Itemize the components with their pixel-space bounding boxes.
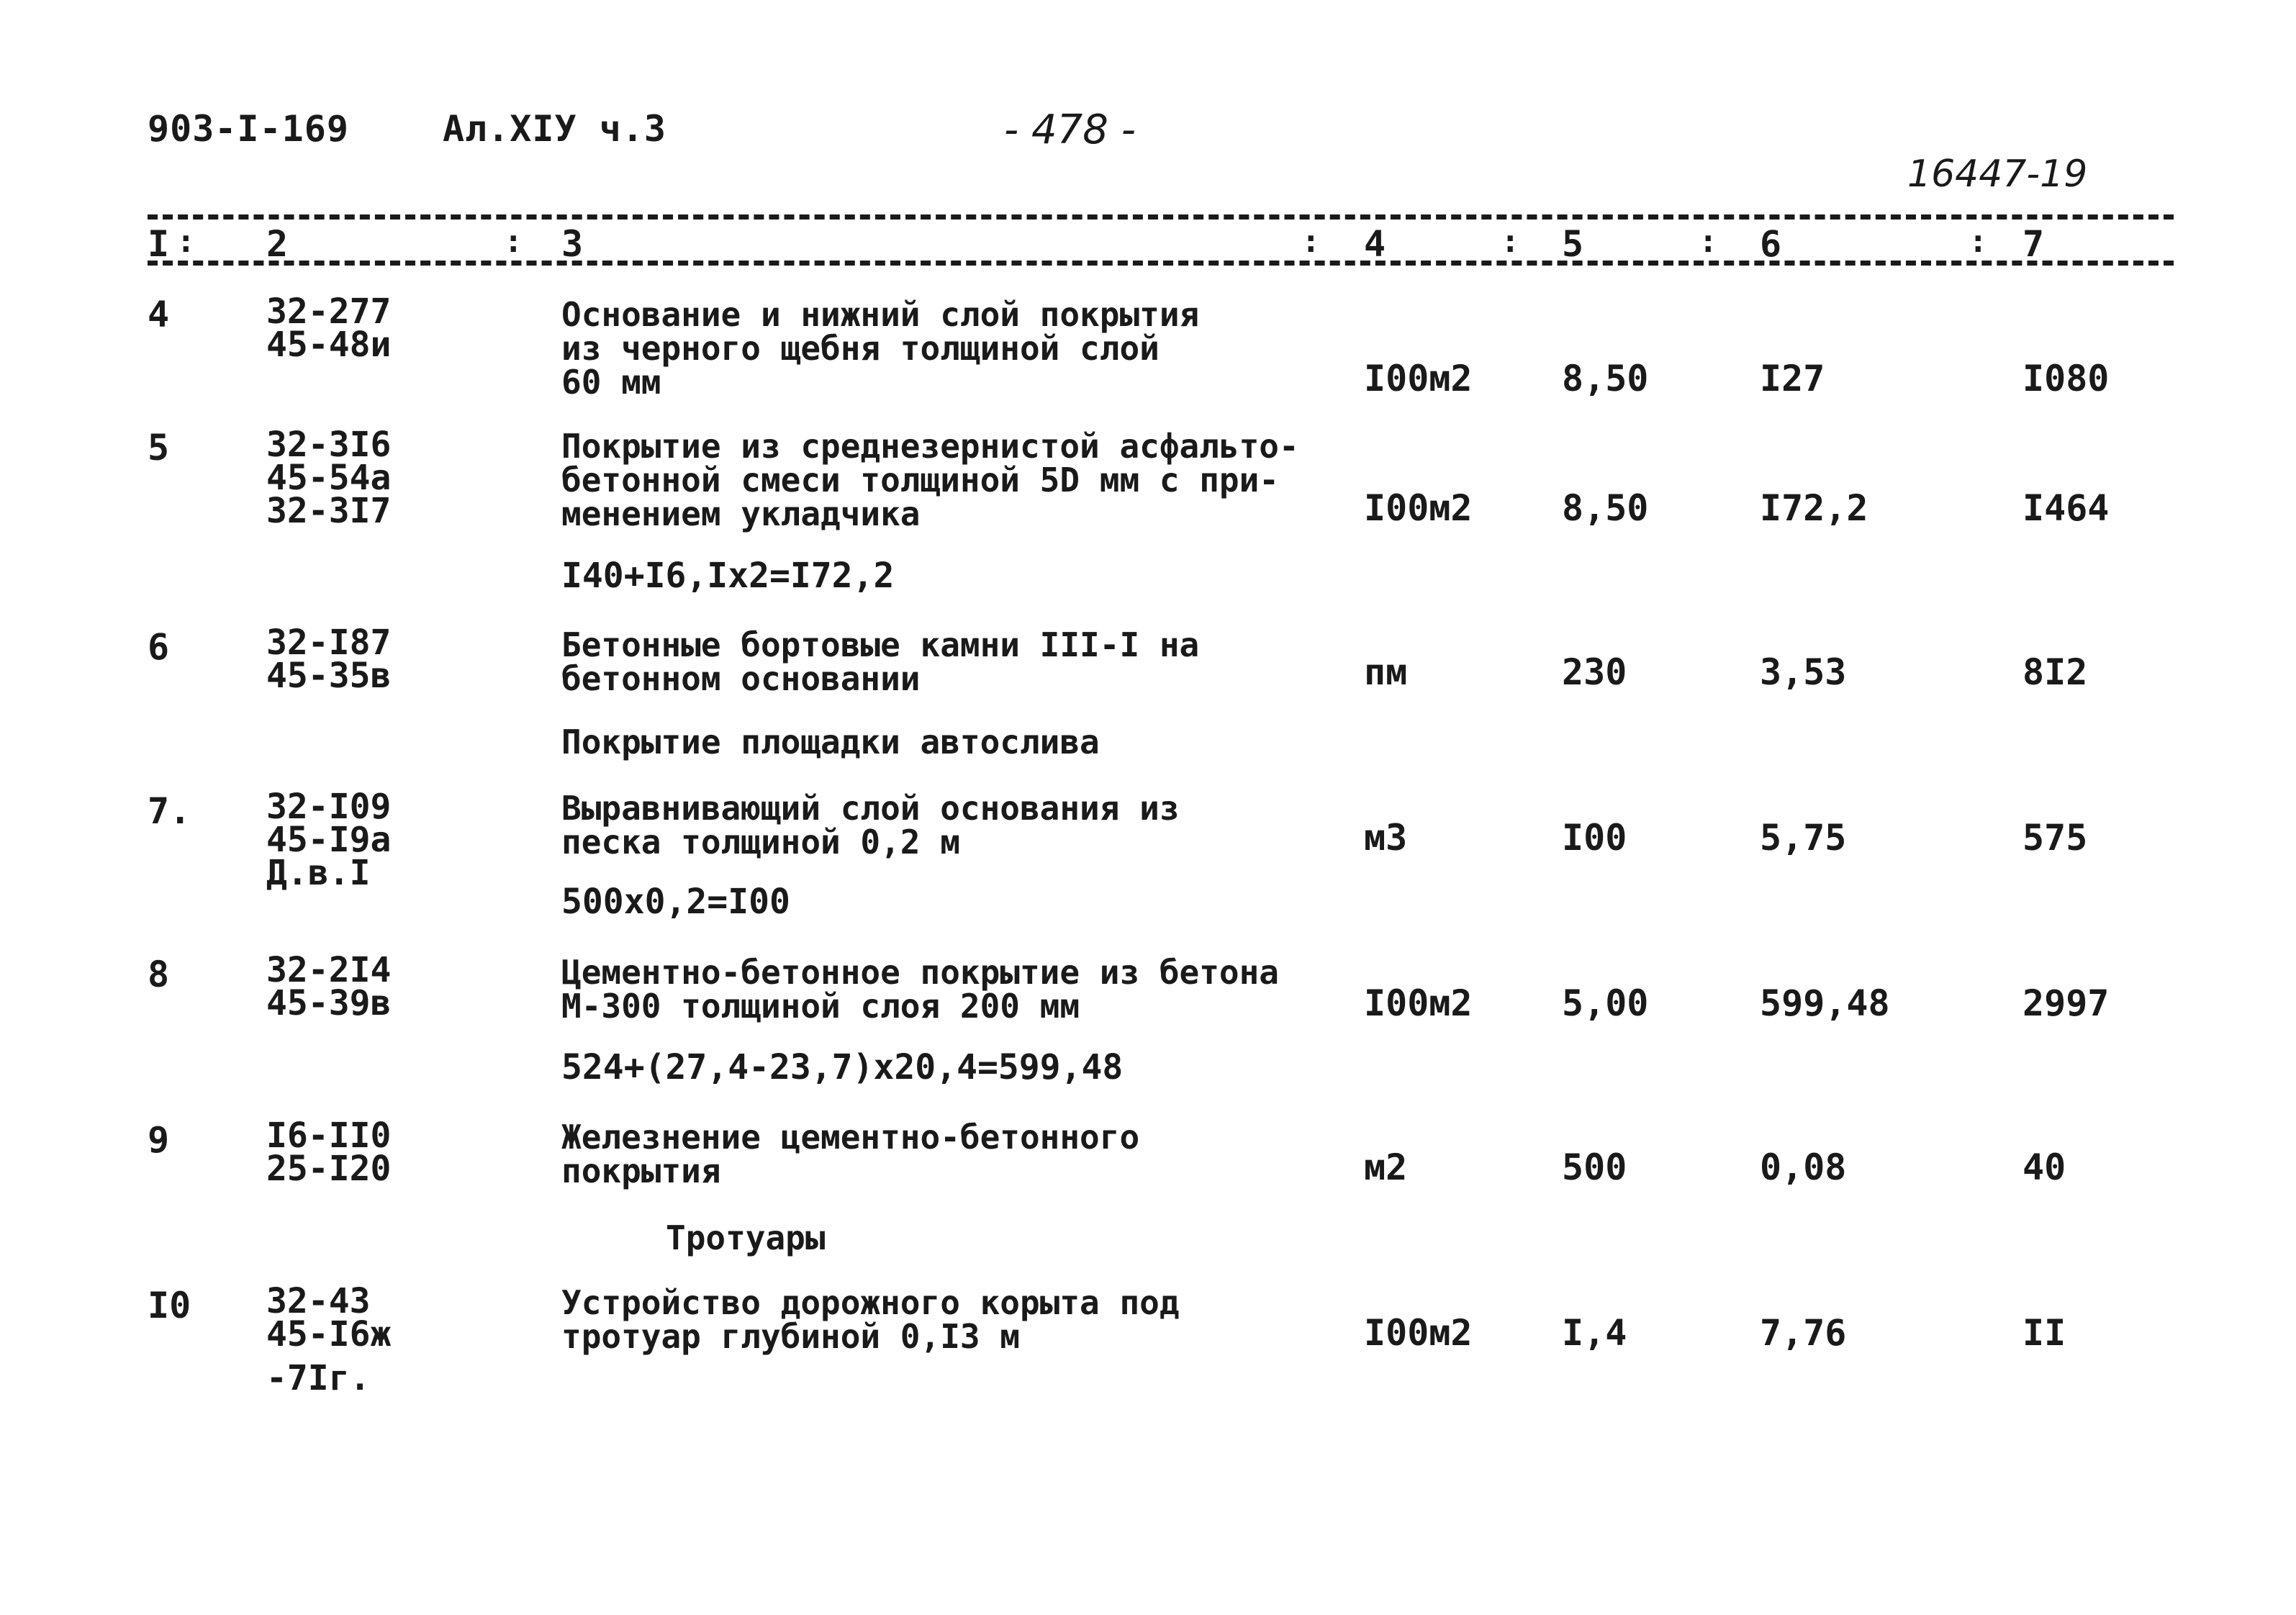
work-description: Бетонные бортовые камни III-I на: [561, 625, 1200, 664]
norm-code: 45-48и: [266, 325, 392, 365]
row-number: 5: [148, 427, 170, 469]
quantity: 5,00: [1562, 982, 1649, 1024]
col-header-4: 4: [1364, 223, 1386, 265]
row-number: 9: [148, 1119, 170, 1161]
album-label: Ал.XIУ ч.3: [443, 108, 667, 150]
header-top-rule: [148, 214, 2174, 220]
quantity: 500: [1562, 1146, 1627, 1188]
work-description: Железнение цементно-бетонного: [561, 1118, 1140, 1157]
work-description: Основание и нижний слой покрытия: [561, 295, 1200, 334]
quantity: I00: [1562, 817, 1627, 859]
norm-code: 45-I6ж: [266, 1314, 392, 1354]
norm-code: 45-I9а: [266, 820, 392, 860]
unit-price: I27: [1760, 358, 1825, 399]
work-description: Цементно-бетонное покрытие из бетона: [561, 953, 1279, 992]
row-number: 6: [148, 626, 170, 668]
col-header-3: 3: [561, 223, 584, 265]
work-description: из черного щебня толщиной слой: [561, 329, 1160, 368]
unit: I00м2: [1364, 358, 1473, 399]
norm-code: 32-I09: [266, 787, 392, 827]
col-header-7: 7: [2022, 223, 2045, 265]
page-number: - 478 -: [1004, 107, 1136, 153]
work-description: менением укладчика: [561, 494, 921, 533]
work-description: Устройство дорожного корыта под: [561, 1283, 1180, 1322]
document-code: 903-I-169: [148, 108, 349, 150]
work-description: тротуар глубиной 0,I3 м: [561, 1317, 1020, 1356]
work-description: 60 мм: [561, 363, 661, 402]
work-description: песка толщиной 0,2 м: [561, 823, 960, 861]
col-separator: :: [1501, 223, 1520, 260]
norm-code: 32-43: [266, 1281, 371, 1321]
row-number: 4: [148, 294, 170, 335]
col-separator: :: [176, 223, 196, 260]
norm-code: 32-3I7: [266, 491, 392, 531]
norm-code: 32-277: [266, 291, 392, 332]
unit-price: 3,53: [1760, 651, 1847, 693]
section-heading: Тротуары: [666, 1218, 826, 1257]
quantity: 230: [1562, 651, 1627, 693]
section-heading: Покрытие площадки автослива: [561, 723, 1100, 761]
unit: м3: [1364, 817, 1408, 859]
col-separator: :: [1699, 223, 1718, 260]
unit: I00м2: [1364, 1312, 1473, 1354]
norm-code: 45-39в: [266, 983, 392, 1023]
norm-code: 32-2I4: [266, 950, 392, 990]
total-cost: 2997: [2022, 982, 2110, 1024]
row-number: 8: [148, 954, 170, 995]
norm-code: 25-I20: [266, 1149, 392, 1189]
unit-price: 5,75: [1760, 817, 1847, 859]
norm-code: 45-35в: [266, 656, 392, 696]
total-cost: 40: [2022, 1146, 2066, 1188]
calculation: 524+(27,4-23,7)х20,4=599,48: [561, 1047, 1124, 1087]
work-description: Покрытие из среднезернистой асфальто-: [561, 427, 1299, 466]
unit: I00м2: [1364, 487, 1473, 529]
row-number: I0: [148, 1285, 191, 1326]
work-description: М-300 толщиной слоя 200 мм: [561, 987, 1080, 1026]
unit-price: 7,76: [1760, 1312, 1847, 1354]
unit: I00м2: [1364, 982, 1473, 1024]
unit-price: 0,08: [1760, 1146, 1847, 1188]
quantity: 8,50: [1562, 487, 1649, 529]
unit-price: I72,2: [1760, 487, 1868, 529]
header-bottom-rule: [148, 261, 2174, 266]
work-description: Выравнивающий слой основания из: [561, 789, 1180, 828]
norm-code: 45-54а: [266, 458, 392, 498]
work-description: бетонной смеси толщиной 5D мм с при-: [561, 461, 1279, 499]
calculation: 500х0,2=I00: [561, 882, 790, 922]
norm-code: I6-II0: [266, 1116, 392, 1156]
archive-stamp: 16447-19: [1907, 153, 2088, 196]
col-header-6: 6: [1760, 223, 1782, 265]
col-header-2: 2: [266, 223, 289, 265]
total-cost: I464: [2022, 487, 2110, 529]
unit-price: 599,48: [1760, 982, 1890, 1024]
col-separator: :: [504, 223, 523, 260]
col-header-1: I: [148, 223, 170, 265]
total-cost: 8I2: [2022, 651, 2088, 693]
quantity: I,4: [1562, 1312, 1627, 1354]
total-cost: 575: [2022, 817, 2088, 859]
col-separator: :: [1969, 223, 1988, 260]
row-number: 7.: [148, 790, 191, 832]
col-header-5: 5: [1562, 223, 1584, 265]
total-cost: I080: [2022, 358, 2110, 399]
col-separator: :: [1301, 223, 1321, 260]
norm-code: Д.в.I: [266, 853, 371, 893]
calculation: I40+I6,Iх2=I72,2: [561, 556, 895, 596]
norm-code: 32-I87: [266, 623, 392, 663]
unit: м2: [1364, 1146, 1408, 1188]
work-description: бетонном основании: [561, 659, 921, 698]
work-description: покрытия: [561, 1152, 721, 1190]
unit: пм: [1364, 651, 1408, 693]
norm-code: 32-3I6: [266, 425, 392, 465]
total-cost: II: [2022, 1312, 2066, 1354]
norm-code: -7Iг.: [266, 1358, 371, 1398]
quantity: 8,50: [1562, 358, 1649, 399]
